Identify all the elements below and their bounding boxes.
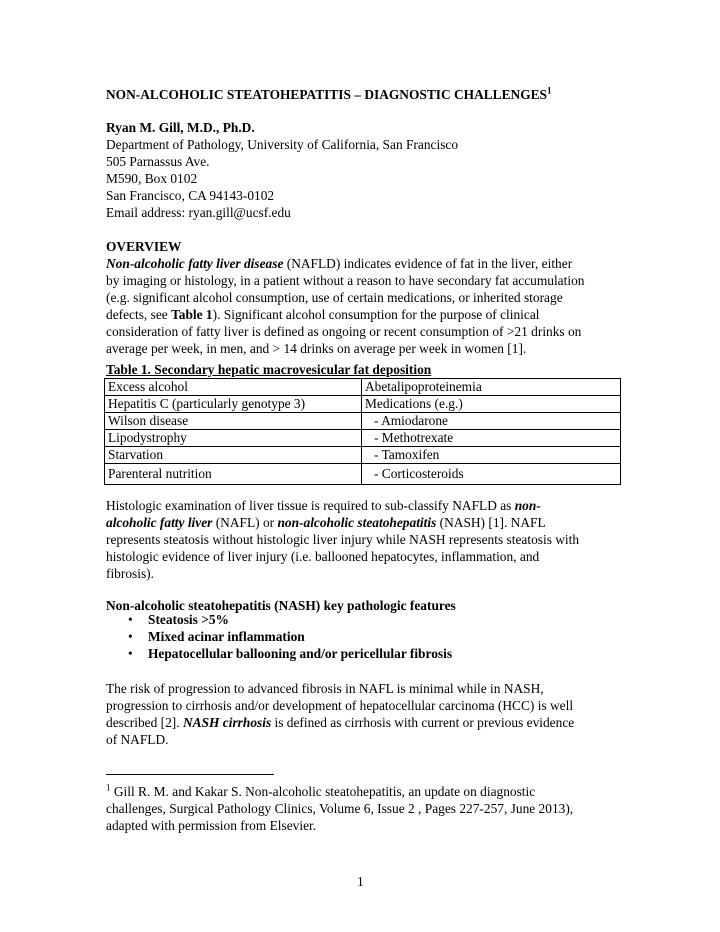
histology-line: Histologic examination of liver tissue is required to sub-classify NAFLD as non- — [106, 498, 541, 513]
table-cell: Wilson disease — [105, 413, 362, 430]
table-cell: - Tamoxifen — [362, 447, 621, 464]
author-address-line: M590, Box 0102 — [106, 171, 198, 186]
term-nafld: Non-alcoholic fatty liver disease — [106, 256, 284, 271]
table-cell: Medications (e.g.) — [362, 396, 621, 413]
table-cell: - Corticosteroids — [362, 464, 621, 485]
list-item: • Steatosis >5% — [128, 612, 229, 627]
author-address-line: Department of Pathology, University of California, San Francisco — [106, 137, 459, 152]
footnote-ref: 1 — [547, 85, 552, 96]
table-reference: Table 1 — [171, 307, 213, 322]
term-nash: non-alcoholic steatohepatitis — [277, 515, 437, 530]
footnote-line: adapted with permission from Elsevier. — [106, 818, 317, 833]
list-item: • Hepatocellular ballooning and/or pericellular fibrosis — [128, 646, 453, 661]
overview-line: consideration of fatty liver is defined as ongoing or recent consumption of >21 drinks on — [106, 324, 582, 339]
table-cell: Starvation — [105, 447, 362, 464]
overview-line: by imaging or histology, in a patient without a reason to have secondary fat accumulation — [106, 273, 585, 288]
table-cell: Abetalipoproteinemia — [362, 379, 621, 396]
term-nash-cirrhosis: NASH cirrhosis — [182, 715, 272, 730]
risk-line: of NAFLD. — [106, 732, 169, 747]
table-cell: Excess alcohol — [105, 379, 362, 396]
risk-line: The risk of progression to advanced fibrosis in NAFL is minimal while in NASH, — [106, 681, 544, 696]
table-caption: Table 1. Secondary hepatic macrovesicular fat deposition — [106, 362, 432, 377]
table-row — [105, 464, 621, 485]
author-address-line: 505 Parnassus Ave. — [106, 154, 210, 169]
bullet-icon: • — [128, 646, 133, 661]
histology-line: represents steatosis without histologic liver injury while NASH represents steatosis with — [106, 532, 580, 547]
features-heading: Non-alcoholic steatohepatitis (NASH) key pathologic features — [106, 598, 456, 613]
bullet-icon: • — [128, 629, 133, 644]
table-cell: - Amiodarone — [362, 413, 621, 430]
table-row — [105, 447, 621, 464]
table-row — [105, 396, 621, 413]
overview-line: average per week, in men, and > 14 drinks on average per week in women [1]. — [106, 341, 527, 356]
histology-line: fibrosis). — [106, 566, 154, 581]
risk-line: described [2]. NASH cirrhosis is defined as cirrhosis with current or previous evidence — [106, 715, 575, 730]
footnote-divider — [106, 774, 274, 775]
footnote-line: $^1$ Gill R. M. and Kakar S. Non-alcoholic steatohepatitis, an update on diagnostic — [106, 782, 536, 799]
risk-line: progression to cirrhosis and/or development of hepatocellular carcinoma (HCC) is well — [106, 698, 574, 713]
overview-line: defects, see Table 1). Significant alcohol consumption for the purpose of clinical — [106, 307, 540, 322]
table-cell: Parenteral nutrition — [105, 464, 362, 485]
table-row — [105, 430, 621, 447]
overview-line: (e.g. significant alcohol consumption, use of certain medications, or inherited storage — [106, 290, 563, 305]
table-cell: Hepatitis C (particularly genotype 3) — [105, 396, 362, 413]
page-number: 1 — [357, 874, 364, 889]
list-item: • Mixed acinar inflammation — [128, 629, 305, 644]
table-cell: - Methotrexate — [362, 430, 621, 447]
footnote-marker: 1 — [106, 782, 111, 793]
document-title: NON-ALCOHOLIC STEATOHEPATITIS – DIAGNOSTIC CHALLENGES$^1$ — [106, 85, 552, 102]
features-list — [106, 611, 452, 662]
secondary-fat-table — [104, 378, 621, 485]
overview-line: Non-alcoholic fatty liver disease (NAFLD) indicates evidence of fat in the liver, either — [106, 256, 573, 271]
histology-line: histologic evidence of liver injury (i.e. ballooned hepatocytes, inflammation, and — [106, 549, 540, 564]
footnote-line: challenges, Surgical Pathology Clinics, Volume 6, Issue 2 , Pages 227-257, June 2013), — [106, 801, 574, 816]
table-row — [105, 379, 621, 396]
table-row — [105, 413, 621, 430]
author-email: Email address: ryan.gill@ucsf.edu — [106, 205, 291, 220]
author-name: Ryan M. Gill, M.D., Ph.D. — [106, 120, 255, 135]
section-heading-overview: OVERVIEW — [106, 239, 182, 254]
author-address-line: San Francisco, CA 94143-0102 — [106, 188, 275, 203]
term-nafl: non- — [514, 498, 541, 513]
histology-line: alcoholic fatty liver (NAFL) or non-alcoholic steatohepatitis (NASH) [1]. NAFL — [106, 515, 546, 530]
bullet-icon: • — [128, 612, 133, 627]
table-cell: Lipodystrophy — [105, 430, 362, 447]
